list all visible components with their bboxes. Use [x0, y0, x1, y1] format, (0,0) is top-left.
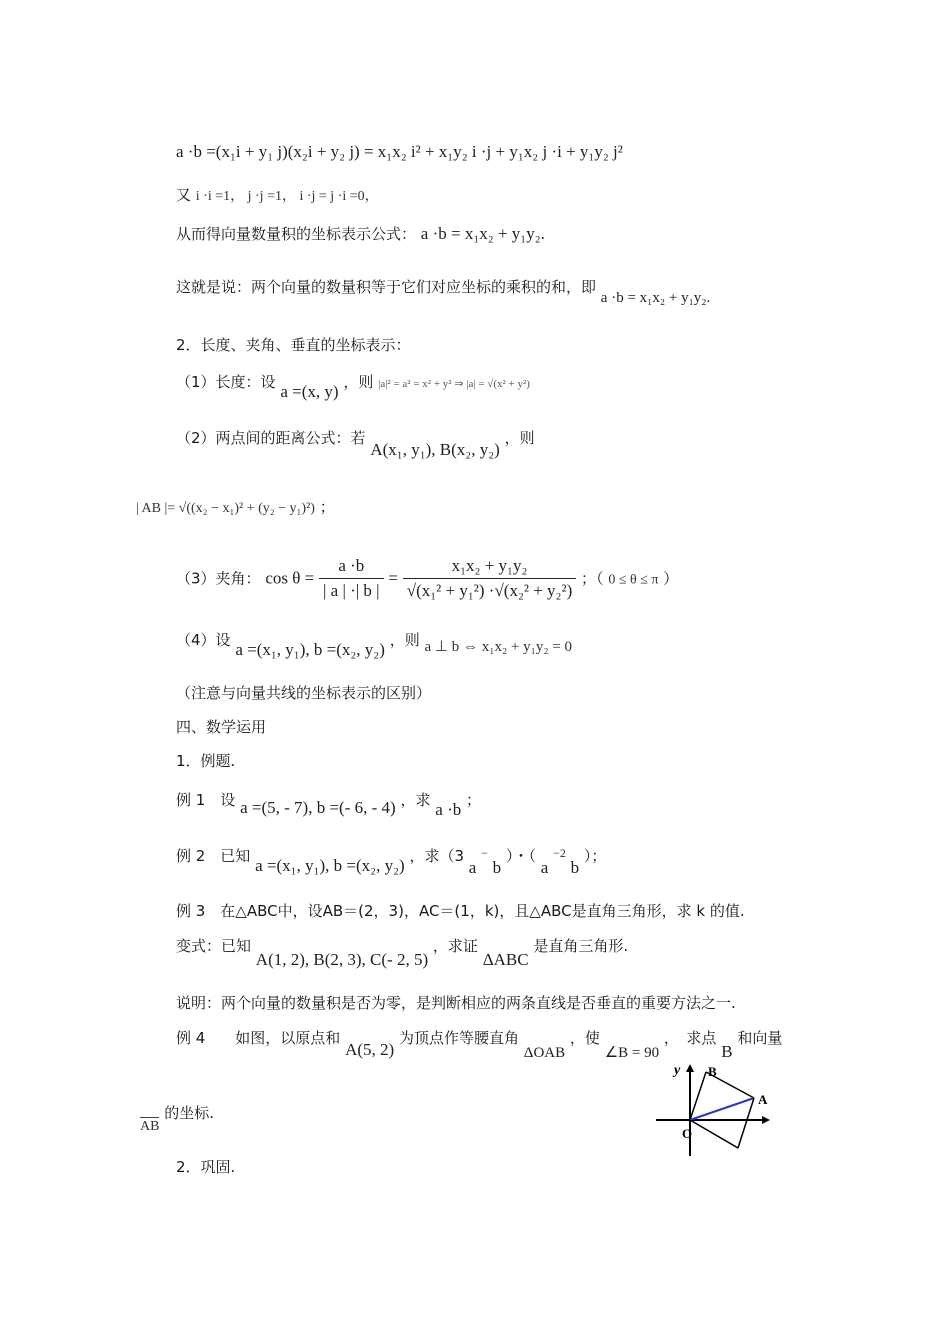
section-heading-2: 2．长度、夹角、垂直的坐标表示：	[176, 336, 411, 354]
lead-text: 又	[176, 186, 192, 204]
angle-sep: ；（	[581, 569, 604, 588]
example-2-minus: −	[481, 846, 488, 860]
perpendicular-item	[176, 630, 573, 659]
examples-heading: 1．例题.	[176, 752, 236, 770]
example-4-text3: ， 求点	[663, 1029, 717, 1047]
example-4-text2: ，使	[569, 1029, 600, 1047]
example-2-minus2: −2	[553, 846, 566, 860]
distance-label: （2）两点间的距离公式：若	[176, 429, 366, 447]
example-4-coord-text: 的坐标.	[164, 1104, 215, 1122]
example-4-b: B	[721, 1042, 733, 1061]
example-4	[176, 1028, 783, 1061]
length-then: ，则	[343, 373, 374, 391]
side-a-lower	[738, 1098, 754, 1148]
example-2-a2: a	[540, 858, 549, 877]
fraction-1-denominator: | a | ·| b |	[323, 581, 380, 601]
example-4-triangle: ΔOAB	[523, 1045, 566, 1061]
distance-formula-line	[136, 498, 335, 518]
a-label: A	[758, 1092, 768, 1107]
meaning-formula: a ·b = x₁x₂ + y₁y₂.	[600, 290, 711, 306]
distance-formula: | AB |= √((x₂ − x₁)² + (y₂ − y₁)²)	[136, 501, 315, 516]
unit-relations: i ·i =1， j ·j =1， i ·j = j ·i =0，	[195, 189, 379, 204]
distance-item	[176, 428, 535, 459]
fraction-2-denominator: √(x₁² + y₁²) ·√(x₂² + y₂²)	[406, 581, 573, 601]
unit-vector-relations	[176, 186, 379, 206]
example-2-dot: ）・（	[505, 847, 536, 865]
example-2-end: ）；	[583, 847, 607, 865]
fraction-2-numerator: x₁x₂ + y₁y₂	[403, 556, 576, 579]
example-4-label: 例 4 如图，以原点和	[176, 1029, 341, 1047]
distance-then: ，则	[504, 429, 535, 447]
length-vector: a =(x, y)	[280, 382, 339, 401]
angle-range: 0 ≤ θ ≤ π	[608, 572, 659, 588]
example-1-vectors: a =(5, - 7), b =(- 6, - 4)	[240, 798, 396, 817]
variant-points: A(1, 2), B(2, 3), C(- 2, 5)	[255, 950, 429, 969]
angle-label: （3）夹角：	[176, 569, 261, 588]
example-1	[176, 790, 482, 819]
consolidation-heading: 2．巩固.	[176, 1158, 236, 1176]
angle-fraction-2	[403, 556, 576, 602]
side-o-lower	[690, 1120, 738, 1148]
y-axis-arrow	[686, 1064, 694, 1072]
y-label: y	[674, 1063, 681, 1078]
example-2-ask: ，求（3	[409, 847, 464, 865]
variant-line	[176, 936, 629, 969]
coordinate-formula-line	[176, 224, 545, 244]
meaning-line	[176, 278, 711, 306]
coordinate-formula-text: 从而得向量数量积的坐标表示公式：	[176, 225, 417, 243]
equals-sign: =	[388, 568, 398, 588]
example-2-b2: b	[570, 858, 580, 877]
side-oa	[690, 1098, 754, 1120]
x-axis-arrow	[762, 1116, 770, 1124]
angle-close: ）	[663, 569, 679, 588]
example-1-ask: ，求	[400, 791, 431, 809]
side-ob	[690, 1072, 706, 1120]
cos-lhs: cos θ =	[265, 568, 315, 588]
example-4-angle: ∠B = 90	[604, 1045, 660, 1061]
variant-end: 是直角三角形.	[533, 937, 629, 955]
example-2-label: 例 2 已知	[176, 847, 251, 865]
perpendicular-label: （4）设	[176, 631, 231, 649]
example-4-continuation	[140, 1104, 215, 1134]
example-2-vectors: a =(x₁, y₁), b =(x₂, y₂)	[255, 856, 405, 875]
example-4-text4: 和向量	[737, 1029, 783, 1047]
variant-label: 变式：已知	[176, 937, 252, 955]
example-3: 例 3 在△ABC中，设AB＝(2，3)，AC＝(1，k)，且△ABC是直角三角形，求 k 的值.	[176, 902, 745, 920]
dot-product-expansion	[176, 142, 623, 162]
example-2-b: b	[492, 858, 502, 877]
distance-points: A(x₁, y₁), B(x₂, y₂)	[370, 440, 500, 459]
perpendicular-vectors: a =(x₁, y₁), b =(x₂, y₂)	[235, 640, 385, 659]
note-line: （注意与向量共线的坐标表示的区别）	[176, 684, 432, 702]
o-label: O	[682, 1126, 693, 1141]
angle-item	[176, 556, 678, 602]
triangle-figure	[650, 1060, 780, 1160]
b-label: B	[708, 1064, 717, 1079]
example-1-end: ；	[466, 791, 482, 809]
example-2-a: a	[468, 858, 477, 877]
example-1-label: 例 1 设	[176, 791, 236, 809]
remark-line: 说明：两个向量的数量积是否为零，是判断相应的两条直线是否垂直的重要方法之一.	[176, 994, 736, 1012]
expansion-formula: a ·b =(x₁i + y₁ j)(x₂i + y₂ j) = x₁x₂ i² + x₁y₂ i ·j + y₁x₂ j ·i + y₁y₂ j²	[176, 142, 623, 161]
length-formula: |a|² = a² = x² + y² ⇒ |a| = √(x² + y²)	[378, 378, 530, 390]
coordinate-formula: a ·b = x₁x₂ + y₁y₂.	[420, 224, 545, 243]
perpendicular-condition: a ⊥ b ⇔ x₁x₂ + y₁y₂ = 0	[424, 639, 573, 655]
distance-end: ；	[319, 498, 335, 516]
length-item	[176, 372, 530, 401]
length-label: （1）长度：设	[176, 373, 276, 391]
fraction-1-numerator: a ·b	[319, 556, 384, 579]
meaning-text: 这就是说：两个向量的数量积等于它们对应坐标的乘积的和，即	[176, 278, 597, 296]
example-4-text1: 为顶点作等腰直角	[399, 1029, 520, 1047]
variant-triangle: ΔABC	[482, 950, 529, 969]
example-2	[176, 846, 607, 877]
variant-prove: ，求证	[432, 937, 478, 955]
vector-ab: AB	[140, 1119, 160, 1134]
perpendicular-then: ，则	[389, 631, 420, 649]
angle-fraction-1	[319, 556, 384, 602]
example-1-target: a ·b	[435, 800, 462, 819]
section-4-heading: 四、数学运用	[176, 718, 267, 736]
example-4-point: A(5, 2)	[345, 1040, 395, 1059]
